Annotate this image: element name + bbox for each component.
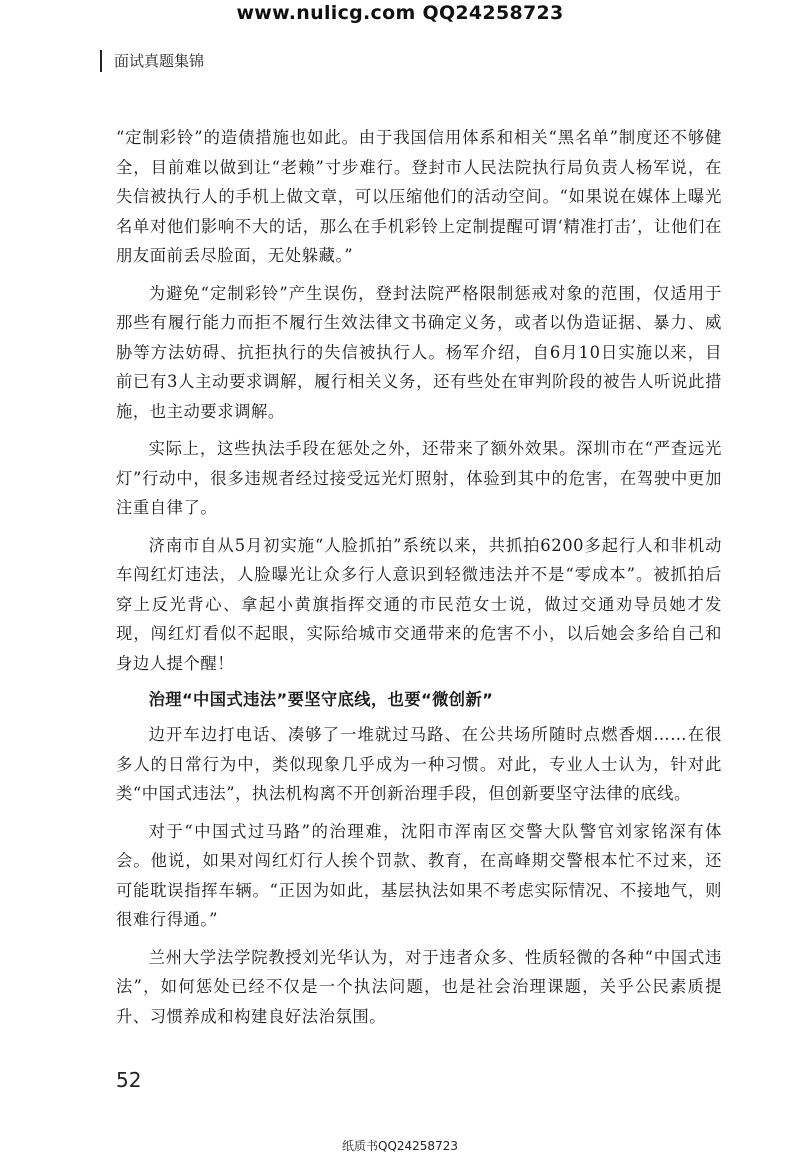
article-body (116, 123, 722, 1031)
paragraph: “定制彩铃”的造债措施也如此。由于我国信用体系和相关“黑名单”制度还不够健全，目前难以做到让“老赖”寸步难行。登封市人民法院执行局负责人杨军说，在失信被执行人的手机上做文章，可以压缩他们的活动空间。“如果说在媒体上曝光名单对他们影响不大的话，那么在手机彩铃上定制提醒可谓‘精准打击’，让他们在朋友面前丢尽脸面，无处躲藏。” (116, 128, 722, 265)
section-heading: 治理“中国式违法”要坚守底线，也要“微创新” (148, 690, 494, 709)
top-watermark: www.nulicg.com QQ24258723 (236, 2, 564, 24)
paragraph: 对于“中国式过马路”的治理难，沈阳市浑南区交警大队警官刘家铭深有体会。他说，如果对闯红灯行人挨个罚款、教育，在高峰期交警根本忙不过来，还可能耽误指挥车辆。“正因为如此，基层执法如果不考虑实际情况、不接地气，则很难行得通。” (116, 821, 722, 929)
paragraph: 为避免“定制彩铃”产生误伤，登封法院严格限制惩戒对象的范围，仅适用于那些有履行能力而拒不履行生效法律文书确定义务，或者以伪造证据、暴力、威胁等方法妨碍、抗拒执行的失信被执行人。杨军介绍，自6月10日实施以来，目前已有3人主动要求调解，履行相关义务，还有些处在审判阶段的被告人听说此措施，也主动要求调解。 (116, 283, 722, 421)
paragraph: 济南市自从5月初实施“人脸抓拍”系统以来，共抓拍6200多起行人和非机动车闯红灯违法，人脸曝光让众多行人意识到轻微违法并不是“零成本”。被抓拍后穿上反光背心、拿起小黄旗指挥交通的市民范女士说，做过交通劝导员她才发现，闯红灯看似不起眼，实际给城市交通带来的危害不小，以后她会多给自己和身边人提个醒！ (116, 535, 722, 673)
bottom-watermark: 纸质书QQ24258723 (342, 1139, 458, 1153)
paragraph: 边开车边打电话、凑够了一堆就过马路、在公共场所随时点燃香烟……在很多人的日常行为中，类似现象几乎成为一种习惯。对此，专业人士认为，针对此类“中国式违法”，执法机构离不开创新治理手段，但创新要坚守法律的底线。 (116, 725, 722, 803)
page-number: 52 (116, 1068, 142, 1092)
paragraph: 实际上，这些执法手段在惩处之外，还带来了额外效果。深圳市在“严查远光灯”行动中，很多违规者经过接受远光灯照射，体验到其中的危害，在驾驶中更加注重自律了。 (116, 439, 722, 517)
paragraph: 兰州大学法学院教授刘光华认为，对于违者众多、性质轻微的各种“中国式违法”，如何惩处已经不仅是一个执法问题，也是社会治理课题，关乎公民素质提升、习惯养成和构建良好法治氛围。 (116, 947, 722, 1026)
running-header: 面试真题集锦 (100, 50, 204, 72)
